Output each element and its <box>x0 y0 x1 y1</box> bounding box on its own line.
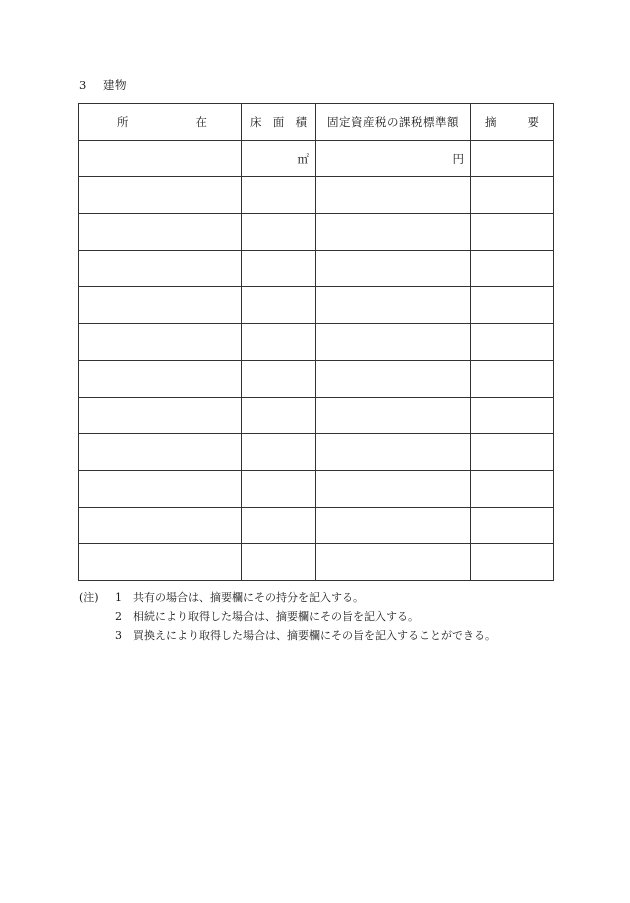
cell-location[interactable] <box>79 507 242 544</box>
section-title: 建物 <box>103 78 127 92</box>
section-heading <box>79 77 127 93</box>
cell-remarks[interactable] <box>471 397 554 434</box>
cell-remarks[interactable] <box>471 250 554 287</box>
cell-location[interactable] <box>79 434 242 471</box>
table-row <box>79 250 554 287</box>
note-text: 共有の場合は、摘要欄にその持分を記入する。 <box>133 591 364 604</box>
table-row <box>79 397 554 434</box>
table-row <box>79 324 554 361</box>
table-row <box>79 544 554 581</box>
cell-floor-area[interactable] <box>242 250 316 287</box>
cell-tax-value[interactable] <box>316 324 471 361</box>
cell-location[interactable] <box>79 470 242 507</box>
cell-floor-area[interactable] <box>242 324 316 361</box>
cell-remarks[interactable] <box>471 324 554 361</box>
cell-location[interactable] <box>79 360 242 397</box>
cell-floor-area[interactable]: ㎡ <box>242 140 316 177</box>
table-row <box>79 360 554 397</box>
cell-floor-area[interactable] <box>242 507 316 544</box>
cell-tax-value[interactable] <box>316 214 471 251</box>
header-remarks: 摘 要 <box>471 104 554 141</box>
cell-location[interactable] <box>79 397 242 434</box>
building-table <box>78 103 554 581</box>
note-number: 3 <box>115 629 122 642</box>
cell-location[interactable] <box>79 544 242 581</box>
cell-floor-area[interactable] <box>242 214 316 251</box>
cell-floor-area[interactable] <box>242 287 316 324</box>
note-item <box>79 607 496 626</box>
table-row <box>79 434 554 471</box>
cell-remarks[interactable] <box>471 140 554 177</box>
cell-remarks[interactable] <box>471 360 554 397</box>
cell-location[interactable] <box>79 214 242 251</box>
cell-tax-value[interactable] <box>316 250 471 287</box>
table-row <box>79 507 554 544</box>
note-item <box>79 626 496 645</box>
table-row <box>79 287 554 324</box>
note-text: 相続により取得した場合は、摘要欄にその旨を記入する。 <box>133 610 419 623</box>
note-item <box>79 588 496 607</box>
header-row <box>79 104 554 141</box>
cell-location[interactable] <box>79 324 242 361</box>
table-row <box>79 470 554 507</box>
cell-floor-area[interactable] <box>242 544 316 581</box>
section-number: 3 <box>79 78 87 92</box>
note-text: 買換えにより取得した場合は、摘要欄にその旨を記入することができる。 <box>133 629 496 642</box>
cell-floor-area[interactable] <box>242 397 316 434</box>
cell-floor-area[interactable] <box>242 470 316 507</box>
cell-remarks[interactable] <box>471 177 554 214</box>
cell-tax-value[interactable] <box>316 177 471 214</box>
cell-floor-area[interactable] <box>242 360 316 397</box>
cell-tax-value[interactable] <box>316 434 471 471</box>
cell-tax-value[interactable] <box>316 544 471 581</box>
header-tax-value: 固定資産税の課税標準額 <box>316 104 471 141</box>
cell-tax-value[interactable] <box>316 397 471 434</box>
note-number: 2 <box>115 610 122 623</box>
table-row <box>79 140 554 177</box>
table-row <box>79 177 554 214</box>
cell-location[interactable] <box>79 287 242 324</box>
header-floor-area: 床 面 積 <box>242 104 316 141</box>
cell-remarks[interactable] <box>471 434 554 471</box>
cell-tax-value[interactable] <box>316 287 471 324</box>
notes <box>79 588 496 645</box>
cell-location[interactable] <box>79 250 242 287</box>
cell-tax-value[interactable] <box>316 470 471 507</box>
cell-remarks[interactable] <box>471 470 554 507</box>
cell-location[interactable] <box>79 177 242 214</box>
notes-label: (注) <box>79 591 99 604</box>
cell-tax-value[interactable]: 円 <box>316 140 471 177</box>
note-number: 1 <box>115 591 122 604</box>
table-row <box>79 214 554 251</box>
cell-remarks[interactable] <box>471 214 554 251</box>
cell-remarks[interactable] <box>471 544 554 581</box>
cell-remarks[interactable] <box>471 507 554 544</box>
cell-floor-area[interactable] <box>242 177 316 214</box>
header-location: 所 在 <box>79 104 242 141</box>
cell-remarks[interactable] <box>471 287 554 324</box>
cell-floor-area[interactable] <box>242 434 316 471</box>
cell-location[interactable] <box>79 140 242 177</box>
cell-tax-value[interactable] <box>316 360 471 397</box>
cell-tax-value[interactable] <box>316 507 471 544</box>
